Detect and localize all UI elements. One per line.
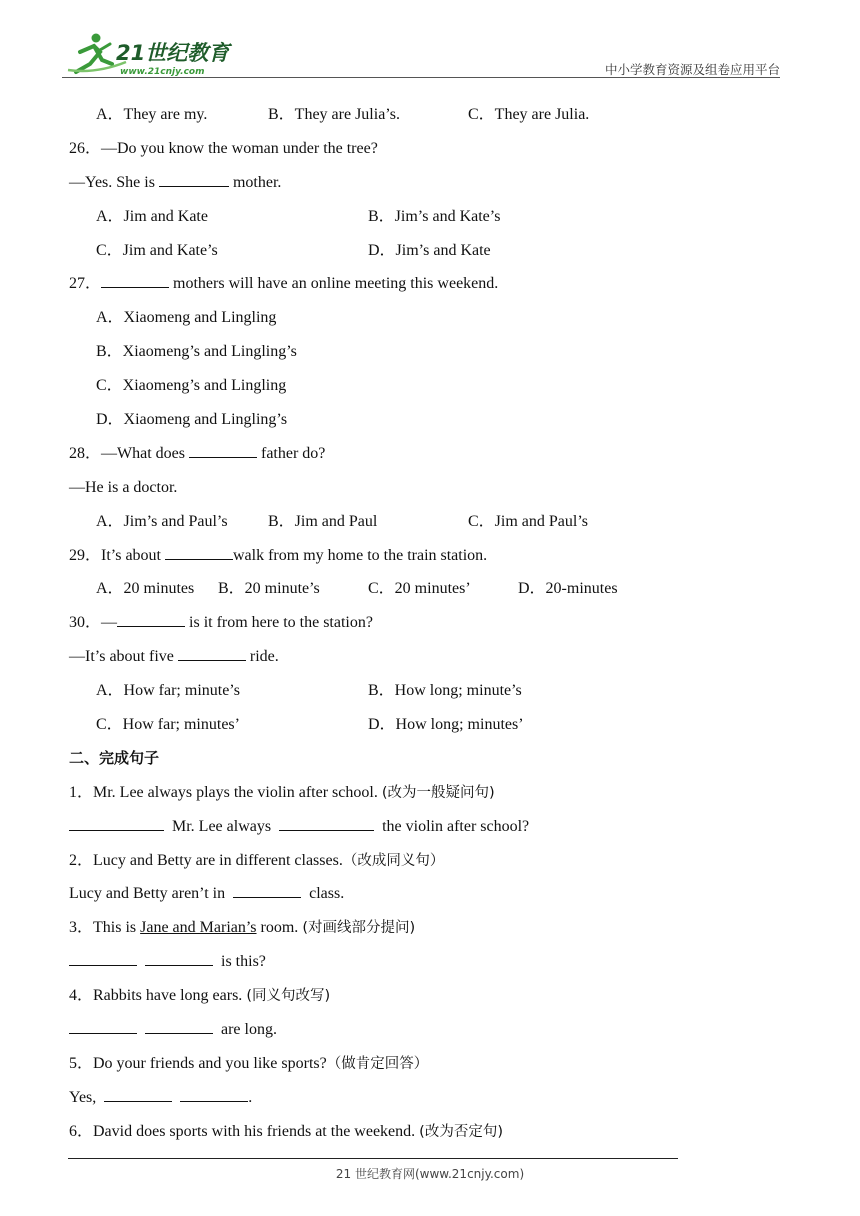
q25-option-a: A．They are my.	[96, 106, 208, 123]
answer-blank	[180, 1086, 248, 1102]
s2-question	[69, 844, 769, 878]
q28-option-b: B．Jim and Paul	[268, 512, 378, 530]
q29-option-d: D．20-minutes	[518, 580, 618, 598]
q27-option-a: A．Xiaomeng and Lingling	[96, 309, 277, 327]
answer-blank	[178, 645, 246, 661]
s5-note: （做肯定回答）	[326, 1055, 429, 1072]
q29-stem	[69, 539, 769, 573]
q28-option-a: A．Jim’s and Paul’s	[96, 512, 228, 530]
s4-note: (同义句改写)	[246, 988, 331, 1005]
q26-option-c: C．Jim and Kate’s	[96, 241, 218, 259]
s2-text: 2．Lucy and Betty are in different classes.	[69, 851, 343, 869]
header-platform-text: 中小学教育资源及组卷应用平台	[604, 62, 780, 77]
s1-note: (改为一般疑问句)	[381, 784, 495, 801]
page-footer: 21 世纪教育网(www.21cnjy.com)	[335, 1167, 525, 1181]
answer-blank	[117, 611, 185, 627]
header-divider	[62, 77, 780, 78]
q30-options-cd	[69, 708, 769, 742]
s5-answer-post: .	[248, 1088, 253, 1106]
q26-stem: 26．—Do you know the woman under the tree?	[69, 139, 378, 157]
answer-blank	[145, 1018, 213, 1034]
q25-option-b: B．They are Julia’s.	[268, 106, 400, 123]
q25-option-c: C．They are Julia.	[468, 106, 590, 123]
answer-blank	[159, 171, 229, 187]
answer-blank	[104, 1086, 172, 1102]
s6-text: 6．David does sports with his friends at the weekend.	[69, 1122, 416, 1140]
q30-line2-post: ride.	[249, 648, 279, 666]
q29-option-a: A．20 minutes	[96, 580, 195, 598]
q28-stem-post: father do?	[260, 444, 326, 462]
s1-text: 1．Mr. Lee always plays the violin after school.	[69, 783, 378, 801]
site-logo	[66, 30, 236, 78]
q26-option-a: A．Jim and Kate	[96, 207, 208, 225]
q28-line2: —He is a doctor.	[69, 478, 178, 496]
answer-blank	[189, 442, 257, 458]
q30-options-ab	[69, 674, 769, 708]
q26-option-b: B．Jim’s and Kate’s	[368, 207, 501, 225]
answer-blank	[69, 1018, 137, 1034]
answer-blank	[233, 882, 301, 898]
s4-answer-post: are long.	[221, 1021, 277, 1039]
q27-option-d: D．Xiaomeng and Lingling’s	[96, 411, 288, 429]
q30-option-a: A．How far; minute’s	[96, 682, 240, 700]
s2-answer-pre: Lucy and Betty aren’t in	[69, 885, 226, 903]
q27-option-b: B．Xiaomeng’s and Lingling’s	[96, 343, 297, 361]
document-body	[69, 98, 769, 1149]
s5-answer-pre: Yes,	[69, 1088, 97, 1106]
q30-stem	[69, 606, 769, 640]
s1-question	[69, 776, 769, 810]
answer-blank	[69, 950, 137, 966]
q30-option-b: B．How long; minute’s	[368, 682, 522, 700]
q27-option-c: C．Xiaomeng’s and Lingling	[96, 377, 287, 395]
s1-answer-mid: Mr. Lee always	[172, 817, 272, 835]
q28-stem	[69, 437, 769, 471]
answer-blank	[279, 815, 374, 831]
s3-text-post: room.	[260, 919, 299, 937]
q28-options	[69, 505, 769, 539]
s3-underlined-text: Jane and Marian’s	[140, 919, 257, 937]
answer-blank	[69, 815, 164, 831]
s2-answer-post: class.	[309, 885, 345, 903]
s5-question	[69, 1047, 769, 1081]
s5-text: 5．Do your friends and you like sports?	[69, 1054, 327, 1072]
q29-option-b: B．20 minute’s	[218, 580, 320, 598]
q29-options	[69, 572, 769, 606]
s3-answer	[69, 945, 769, 979]
s5-answer	[69, 1081, 769, 1115]
s6-question	[69, 1115, 769, 1149]
q30-option-c: C．How far; minutes’	[96, 716, 240, 734]
q26-option-d: D．Jim’s and Kate	[368, 241, 491, 259]
s6-note: (改为否定句)	[419, 1123, 503, 1140]
logo-sub-text: www.21cnjy.com	[120, 67, 205, 77]
answer-blank	[165, 544, 233, 560]
s2-answer	[69, 877, 769, 911]
q26-line2-post: mother.	[232, 173, 282, 191]
s1-answer-post: the violin after school?	[382, 817, 530, 835]
answer-blank	[101, 272, 169, 288]
s2-note: （改成同义句）	[342, 852, 445, 869]
s1-answer	[69, 810, 769, 844]
s3-question	[69, 911, 769, 945]
q26-options-ab	[69, 200, 769, 234]
logo-main-text: 21世纪教育	[116, 41, 230, 65]
q27-stem-post: mothers will have an online meeting this weekend.	[173, 275, 499, 293]
s4-question	[69, 979, 769, 1013]
q29-stem-post: walk from my home to the train station.	[233, 546, 488, 564]
q30-stem-pre: 30．—	[69, 614, 118, 632]
q26-line2-pre: —Yes. She is	[69, 173, 155, 191]
s4-text: 4．Rabbits have long ears.	[69, 987, 243, 1005]
section-title: 二、完成句子	[69, 748, 160, 767]
q29-option-c: C．20 minutes’	[368, 580, 471, 598]
page-header	[62, 30, 780, 78]
s3-answer-post: is this?	[221, 953, 266, 971]
footer-divider	[68, 1158, 678, 1159]
answer-blank	[145, 950, 213, 966]
q30-line2-pre: —It’s about five	[69, 648, 174, 666]
q29-stem-pre: 29．It’s about	[69, 546, 161, 564]
q30-stem-post: is it from here to the station?	[189, 614, 373, 632]
q26-options-cd	[69, 234, 769, 268]
q26-line2	[69, 166, 769, 200]
s3-text-pre: 3．This is	[69, 919, 137, 937]
q30-option-d: D．How long; minutes’	[368, 716, 524, 734]
q28-option-c: C．Jim and Paul’s	[468, 512, 589, 530]
q28-stem-pre: 28．—What does	[69, 444, 185, 462]
q30-line2	[69, 640, 769, 674]
q27-number: 27．	[69, 275, 102, 293]
q25-options	[69, 98, 769, 132]
q27-stem	[69, 267, 769, 301]
s4-answer	[69, 1013, 769, 1047]
s3-note: (对画线部分提问)	[302, 920, 416, 937]
